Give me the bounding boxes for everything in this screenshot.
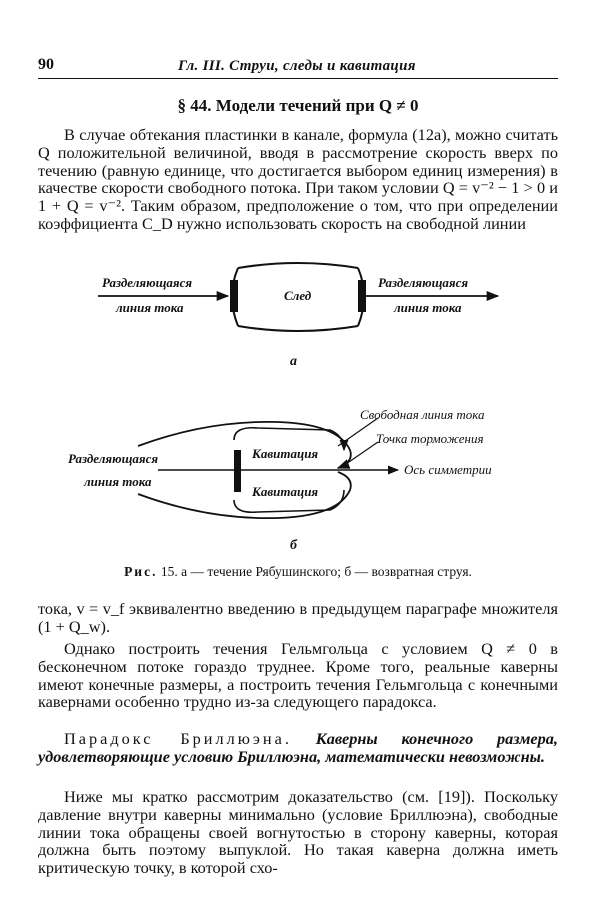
paragraph-2 xyxy=(38,600,558,636)
caption-prefix: Рис. xyxy=(124,564,158,579)
paragraph-5 xyxy=(38,788,558,877)
paragraph-5-text: Ниже мы кратко рассмотрим доказательство (см. [19]). Поскольку давление внутри каверны минимально (условие Бриллюэна), свободные линии тока обращены своей вогнутостью в сторону каверны, которая должна быть поэтому выпуклой. Но такая каверна должна иметь критическую точку, в которой схо- xyxy=(38,787,558,878)
figure-a-right-plate xyxy=(358,280,366,312)
figure-b-drawing xyxy=(138,418,398,518)
figure-b-left-label-1: Разделяющаяся xyxy=(68,451,159,466)
page-header xyxy=(38,48,558,78)
figure-b-sublabel: б xyxy=(290,538,297,553)
caption-text: 15. а — течение Рябушинского; б — возвратная струя. xyxy=(160,564,472,579)
section-title: § 44. Модели течений при Q ≠ 0 xyxy=(177,96,419,115)
figure-a-left-label-2: линия тока xyxy=(116,300,184,315)
figure-b-cavitation-top: Кавитация xyxy=(252,446,319,461)
paradox-paragraph xyxy=(38,730,558,766)
figure-b-cavitation-bottom: Кавитация xyxy=(252,484,319,499)
figure-b-plate xyxy=(234,450,241,492)
paradox-statement: Каверны конечного размера, удовлетворяющие условию Бриллюэна, математически невозможны. xyxy=(38,729,558,766)
figure-a-right-label-2: линия тока xyxy=(394,300,462,315)
paragraph-3 xyxy=(38,640,558,711)
figure-a-wake-top xyxy=(238,263,358,268)
figure-15 xyxy=(38,250,558,600)
paragraph-1-text: В случае обтекания пластинки в канале, формула (12а), можно считать Q положительной величиной, вводя в рассмотрение скорость вверх по течению (равную единице, что достигается выбором единиц измерения) в качестве скорости свободного потока. При таком условии Q = v⁻² − 1 > 0 и 1 + Q = v⁻². Таким образом, предположение о том, что при определении коэффициента C_D нужно использовать скорость на свободной линии xyxy=(38,125,558,233)
figure-a-left-label-1: Разделяющаяся xyxy=(102,275,193,290)
figure-a-sublabel: а xyxy=(290,354,297,369)
figure-a-wake-bottom xyxy=(238,326,358,331)
figure-a-center-label: След xyxy=(284,288,312,303)
paragraph-1 xyxy=(38,126,558,233)
figure-b-stagnation-label: Точка торможения xyxy=(376,431,484,446)
paradox-heading: Парадокс Бриллюэна. xyxy=(64,729,292,748)
figure-b-left-label-2: линия тока xyxy=(84,474,152,489)
figure-b-symmetry-label: Ось симметрии xyxy=(404,462,492,477)
figure-b-free-streamline-label: Свободная линия тока xyxy=(360,407,485,422)
paragraph-3-text: Однако построить течения Гельмгольца с условием Q ≠ 0 в бесконечном потоке гораздо труднее. Кроме того, реальные каверны имеют конечные размеры, а построить течения Гельмгольца с конечными кавернами особенно трудно из-за следующего парадокса. xyxy=(38,639,558,712)
header-rule xyxy=(38,78,558,79)
running-title: Гл. III. Струи, следы и кавитация xyxy=(178,58,416,74)
page-number: 90 xyxy=(38,56,54,73)
figure-caption xyxy=(38,564,558,580)
paragraph-2-text: тока, v = v_f эквивалентно введению в предыдущем параграфе множителя (1 + Q_w). xyxy=(38,599,558,636)
figure-a-right-label-1: Разделяющаяся xyxy=(378,275,469,290)
